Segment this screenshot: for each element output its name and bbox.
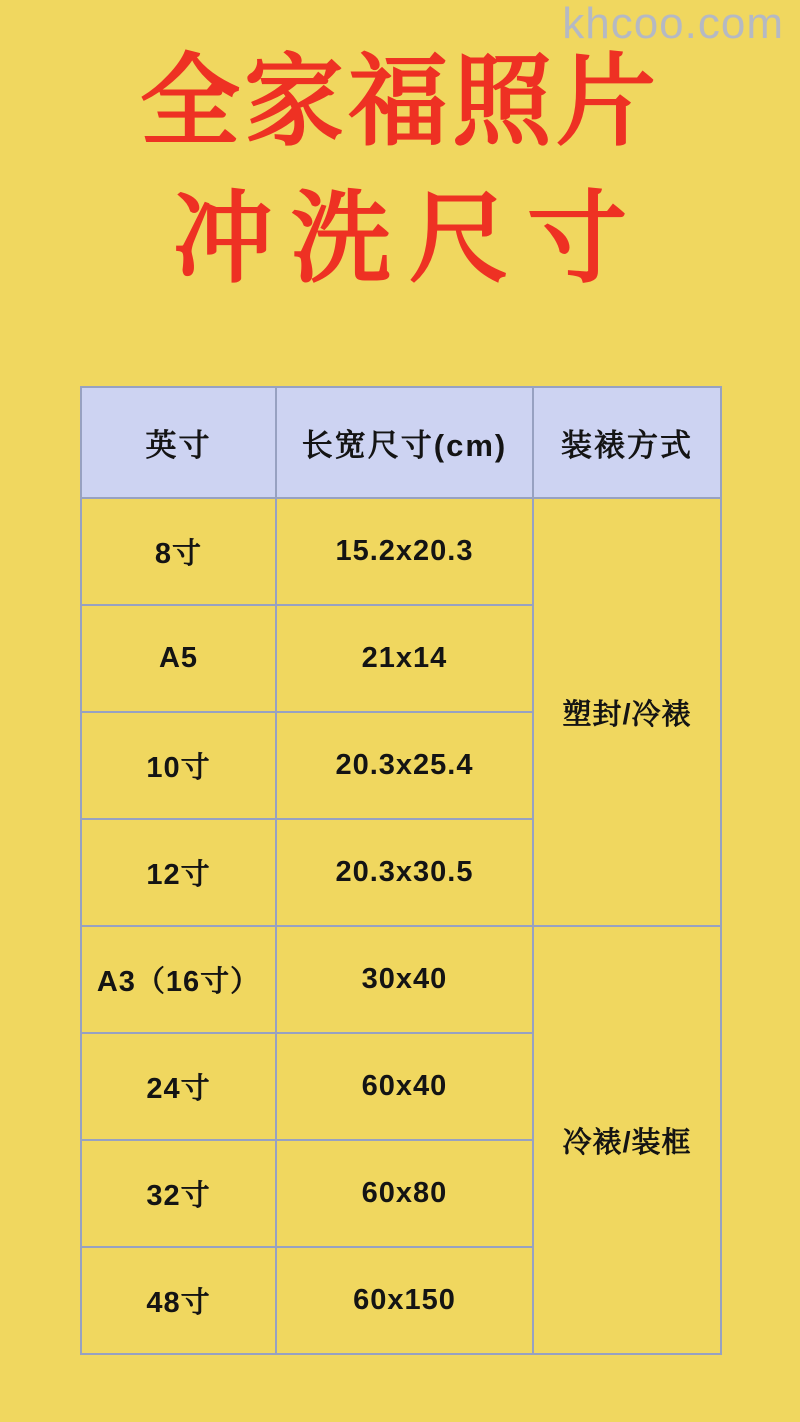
cell-size-cm: 60x80: [276, 1140, 533, 1247]
table-row: [81, 498, 721, 605]
cell-inches: 48寸: [81, 1247, 276, 1354]
header-mounting: 装裱方式: [533, 387, 721, 498]
cell-size-cm: 30x40: [276, 926, 533, 1033]
cell-size-cm: 15.2x20.3: [276, 498, 533, 605]
table-row: [81, 926, 721, 1033]
cell-inches: 12寸: [81, 819, 276, 926]
cell-size-cm: 21x14: [276, 605, 533, 712]
cell-inches: A5: [81, 605, 276, 712]
watermark-text: khcoo.com: [562, 0, 784, 48]
title-line-2: 冲洗尺寸: [173, 183, 645, 295]
header-size-cm: 长宽尺寸(cm): [276, 387, 533, 498]
cell-mounting-group-1: 塑封/冷裱: [533, 498, 721, 926]
cell-inches: 10寸: [81, 712, 276, 819]
title-line-1: 全家福照片: [140, 46, 660, 158]
cell-inches: 24寸: [81, 1033, 276, 1140]
cell-inches: 8寸: [81, 498, 276, 605]
cell-size-cm: 20.3x30.5: [276, 819, 533, 926]
size-table: [80, 386, 722, 1355]
header-row: [81, 387, 721, 498]
cell-size-cm: 60x40: [276, 1033, 533, 1140]
cell-inches: A3（16寸）: [81, 926, 276, 1033]
cell-size-cm: 60x150: [276, 1247, 533, 1354]
page-title: [0, 46, 800, 295]
cell-inches: 32寸: [81, 1140, 276, 1247]
cell-size-cm: 20.3x25.4: [276, 712, 533, 819]
cell-mounting-group-2: 冷裱/装框: [533, 926, 721, 1354]
header-inches: 英寸: [81, 387, 276, 498]
